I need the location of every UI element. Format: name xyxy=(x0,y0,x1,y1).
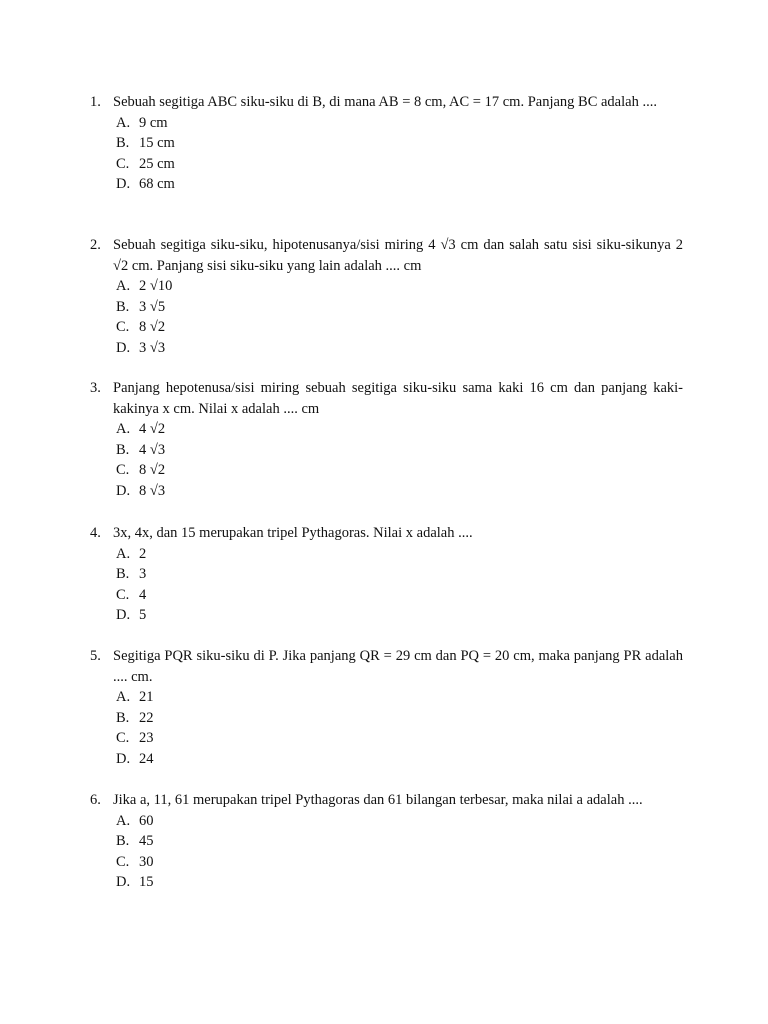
option-letter: C. xyxy=(116,462,130,478)
option-letter: A. xyxy=(116,812,131,829)
option-text: 3 √3 xyxy=(139,339,166,356)
option-letter: A. xyxy=(116,278,131,294)
option-letter: C. xyxy=(116,155,130,172)
option-c xyxy=(116,154,690,175)
option-text: 15 cm xyxy=(139,135,175,151)
option-b xyxy=(116,708,690,729)
option-text: 25 cm xyxy=(139,155,175,172)
option-a xyxy=(116,113,690,134)
option-letter: B. xyxy=(116,441,130,458)
option-letter: C. xyxy=(116,586,130,603)
option-text: 22 xyxy=(139,709,154,726)
option-text: 4 xyxy=(139,586,147,603)
option-letter: C. xyxy=(116,319,130,335)
option-letter: D. xyxy=(116,482,131,499)
option-b xyxy=(116,133,690,154)
option-letter: B. xyxy=(116,298,130,315)
option-text: 8 √2 xyxy=(139,319,166,335)
option-c xyxy=(116,317,690,338)
option-letter: A. xyxy=(116,545,131,562)
question-text: Segitiga PQR siku-siku di P. Jika panjang QR = 29 cm dan PQ = 20 cm, maka panjang PR adalah .... cm. xyxy=(113,648,683,685)
option-list xyxy=(116,113,690,195)
option-list xyxy=(116,276,690,358)
question-number: 3. xyxy=(90,380,101,396)
option-a xyxy=(116,276,690,297)
option-text: 15 xyxy=(139,874,154,890)
option-b xyxy=(116,831,690,852)
option-text: 30 xyxy=(139,853,154,870)
option-d xyxy=(116,174,690,195)
option-text: 60 xyxy=(139,812,154,829)
option-text: 21 xyxy=(139,689,154,705)
question-text: Sebuah segitiga siku-siku, hipotenusanya/sisi miring 4 √3 cm dan salah satu sisi siku-sikunya 2 √2 cm. Panjang sisi siku-siku yang lain adalah .... cm xyxy=(113,237,683,274)
question-text: 3x, 4x, dan 15 merupakan tripel Pythagoras. Nilai x adalah .... xyxy=(113,525,473,541)
option-text: 2 √10 xyxy=(139,278,173,294)
option-letter: B. xyxy=(116,135,130,151)
question-1 xyxy=(90,92,690,195)
option-text: 3 √5 xyxy=(139,298,166,315)
option-c xyxy=(116,728,690,749)
question-number: 4. xyxy=(90,525,101,541)
option-d xyxy=(116,872,690,893)
option-list xyxy=(116,544,690,626)
option-text: 24 xyxy=(139,750,154,767)
option-letter: D. xyxy=(116,607,131,623)
question-number: 6. xyxy=(90,792,101,808)
option-letter: D. xyxy=(116,750,131,767)
option-text: 9 cm xyxy=(139,114,168,131)
question-number: 2. xyxy=(90,237,101,253)
option-text: 68 cm xyxy=(139,176,175,192)
option-text: 4 √3 xyxy=(139,441,166,458)
option-b xyxy=(116,440,690,461)
option-d xyxy=(116,481,690,502)
option-b xyxy=(116,564,690,585)
option-letter: C. xyxy=(116,730,130,746)
question-text: Panjang hepotenusa/sisi miring sebuah segitiga siku-siku sama kaki 16 cm dan panjang kaki-kakinya x cm. Nilai x adalah .... cm xyxy=(113,380,683,417)
option-letter: C. xyxy=(116,853,130,870)
question-5 xyxy=(90,646,690,769)
option-letter: D. xyxy=(116,874,131,890)
option-letter: D. xyxy=(116,339,131,356)
option-b xyxy=(116,297,690,318)
question-3 xyxy=(90,378,690,501)
question-text: Sebuah segitiga ABC siku-siku di B, di mana AB = 8 cm, AC = 17 cm. Panjang BC adalah .... xyxy=(113,94,657,110)
option-c xyxy=(116,460,690,481)
option-letter: B. xyxy=(116,566,130,582)
option-letter: B. xyxy=(116,709,130,726)
option-letter: A. xyxy=(116,114,131,131)
option-text: 45 xyxy=(139,833,154,849)
question-4 xyxy=(90,523,690,626)
option-list xyxy=(116,687,690,769)
option-c xyxy=(116,852,690,873)
option-letter: A. xyxy=(116,421,131,437)
question-6 xyxy=(90,790,690,893)
option-d xyxy=(116,605,690,626)
option-d xyxy=(116,749,690,770)
question-text: Jika a, 11, 61 merupakan tripel Pythagoras dan 61 bilangan terbesar, maka nilai a adalah .... xyxy=(113,792,643,808)
option-letter: B. xyxy=(116,833,130,849)
option-text: 5 xyxy=(139,607,147,623)
question-2 xyxy=(90,235,690,358)
option-a xyxy=(116,419,690,440)
question-number: 5. xyxy=(90,648,101,664)
question-number: 1. xyxy=(90,94,101,110)
option-text: 3 xyxy=(139,566,147,582)
option-list xyxy=(116,419,690,501)
option-letter: D. xyxy=(116,176,131,192)
option-letter: A. xyxy=(116,689,131,705)
option-list xyxy=(116,811,690,893)
option-c xyxy=(116,585,690,606)
option-a xyxy=(116,811,690,832)
option-text: 2 xyxy=(139,545,147,562)
option-text: 4 √2 xyxy=(139,421,166,437)
option-d xyxy=(116,338,690,359)
option-a xyxy=(116,544,690,565)
option-text: 23 xyxy=(139,730,154,746)
option-text: 8 √2 xyxy=(139,462,166,478)
option-text: 8 √3 xyxy=(139,482,166,499)
option-a xyxy=(116,687,690,708)
